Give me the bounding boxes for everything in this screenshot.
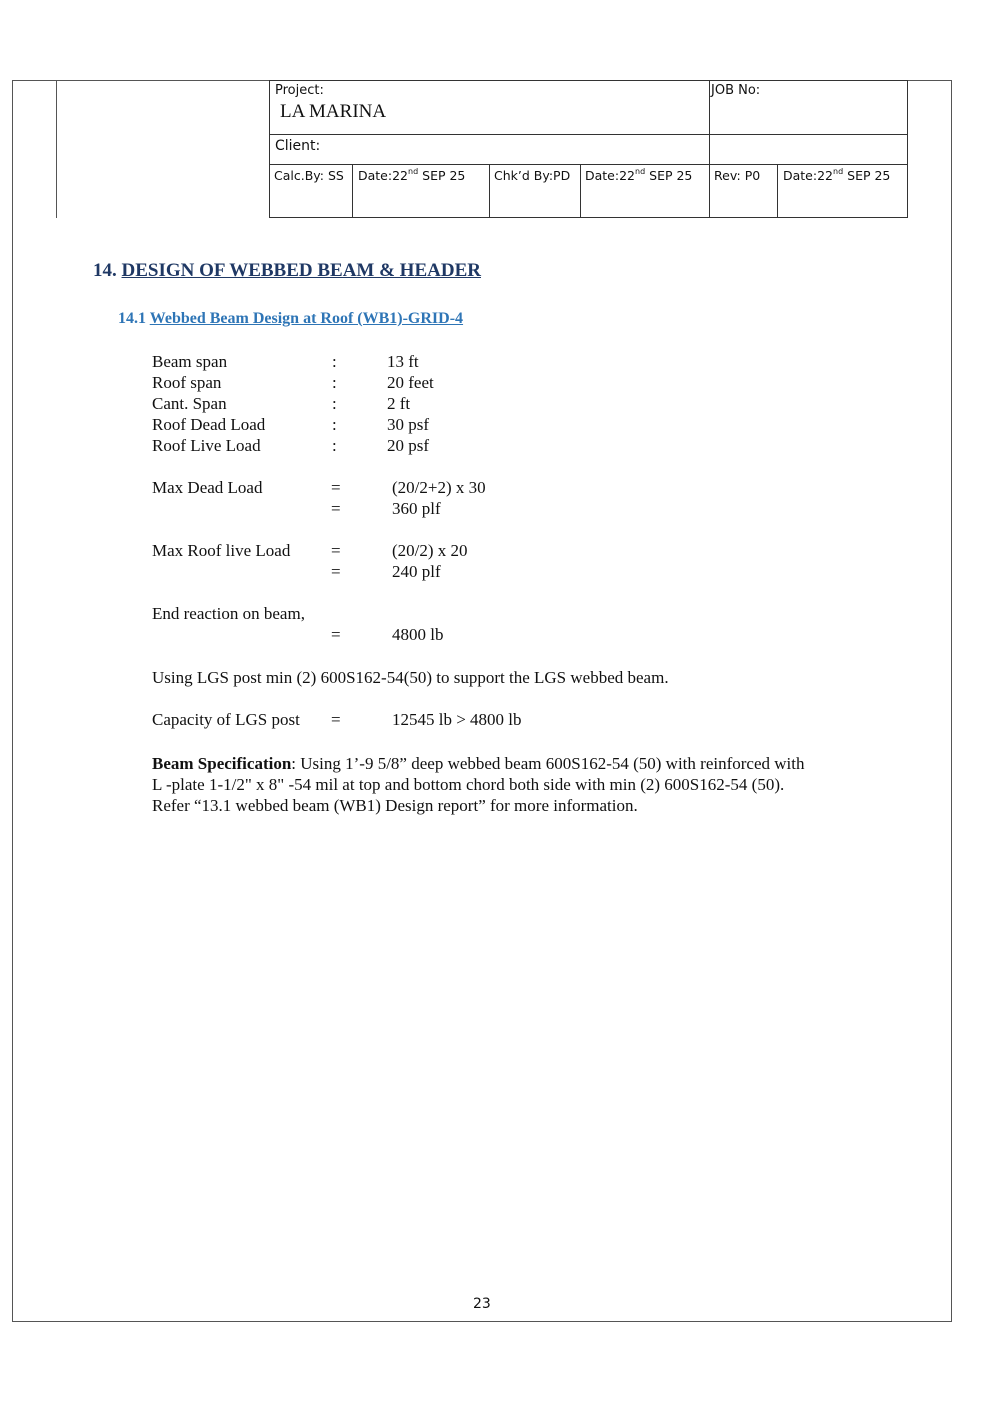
equals-sign: =: [331, 710, 341, 729]
input-label-roof-live-load: Roof Live Load: [152, 436, 261, 455]
equals-sign: =: [331, 625, 341, 644]
page-frame-left: [12, 80, 13, 1322]
job-no-label: JOB No:: [711, 83, 761, 98]
max-live-load-expr: (20/2) x 20: [392, 541, 468, 560]
calc-by: Calc.By: SS: [274, 168, 344, 183]
input-sep: :: [332, 352, 337, 371]
client-label: Client:: [275, 138, 321, 154]
revision-date: Date:22nd SEP 25: [783, 167, 891, 183]
title-block: [269, 80, 909, 219]
subsection-number: 14.1: [118, 310, 146, 327]
checked-by: Chk’d By:PD: [494, 168, 571, 183]
subsection-heading: [118, 310, 463, 328]
capacity-label: Capacity of LGS post: [152, 710, 300, 729]
input-value-roof-span: 20 feet: [387, 373, 434, 392]
page-frame-bottom: [12, 1321, 952, 1322]
input-sep: :: [332, 415, 337, 434]
end-reaction-label: End reaction on beam,: [152, 604, 305, 623]
capacity-result: 12545 lb > 4800 lb: [392, 710, 522, 729]
input-value-roof-dead-load: 30 psf: [387, 415, 430, 434]
max-live-load-result: 240 plf: [392, 562, 441, 581]
beam-spec-line-1: Beam Specification: Using 1’-9 5/8” deep webbed beam 600S162-54 (50) with reinforced with: [152, 754, 805, 773]
logo-area-divider: [56, 80, 57, 218]
input-sep: :: [332, 373, 337, 392]
max-dead-load-result: 360 plf: [392, 499, 441, 518]
section-title: DESIGN OF WEBBED BEAM & HEADER: [121, 260, 481, 281]
page-number: 23: [473, 1296, 491, 1312]
project-name: LA MARINA: [280, 101, 387, 122]
equals-sign: =: [331, 499, 341, 518]
max-live-load-label: Max Roof live Load: [152, 541, 291, 560]
input-sep: :: [332, 394, 337, 413]
page-frame-right: [951, 80, 952, 1322]
input-value-roof-live-load: 20 psf: [387, 436, 430, 455]
equals-sign: =: [331, 478, 341, 497]
revision: Rev: P0: [714, 168, 761, 183]
calc-date: Date:22nd SEP 25: [358, 167, 466, 183]
beam-spec-label: Beam Specification: [152, 754, 292, 773]
equals-sign: =: [331, 562, 341, 581]
input-label-roof-span: Roof span: [152, 373, 222, 392]
input-label-roof-dead-load: Roof Dead Load: [152, 415, 266, 434]
subsection-title: Webbed Beam Design at Roof (WB1)-GRID-4: [149, 310, 464, 327]
section-number: 14.: [93, 260, 117, 281]
max-dead-load-label: Max Dead Load: [152, 478, 263, 497]
section-heading: [93, 260, 481, 282]
input-label-cant-span: Cant. Span: [152, 394, 227, 413]
input-value-cant-span: 2 ft: [387, 394, 411, 413]
check-date: Date:22nd SEP 25: [585, 167, 693, 183]
project-label: Project:: [275, 83, 324, 98]
input-label-beam-span: Beam span: [152, 352, 228, 371]
lgs-post-note: Using LGS post min (2) 600S162-54(50) to support the LGS webbed beam.: [152, 668, 669, 687]
beam-spec-line-2: L -plate 1-1/2" x 8" -54 mil at top and bottom chord both side with min (2) 600S162-54 (50).: [152, 775, 785, 794]
beam-spec-line-3: Refer “13.1 webbed beam (WB1) Design report” for more information.: [152, 796, 638, 815]
max-dead-load-expr: (20/2+2) x 30: [392, 478, 486, 497]
end-reaction-result: 4800 lb: [392, 625, 444, 644]
input-value-beam-span: 13 ft: [387, 352, 419, 371]
equals-sign: =: [331, 541, 341, 560]
input-sep: :: [332, 436, 337, 455]
